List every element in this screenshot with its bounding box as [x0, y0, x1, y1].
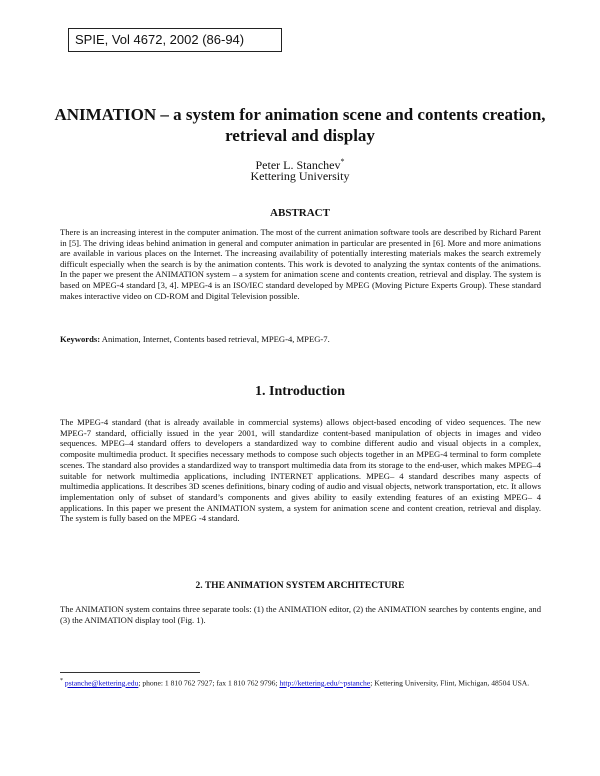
keywords-label: Keywords:: [60, 334, 101, 344]
citation-text: SPIE, Vol 4672, 2002 (86-94): [75, 32, 245, 47]
author-affiliation: Kettering University: [250, 169, 350, 183]
footnote-contact: ; phone: 1 810 762 7927; fax 1 810 762 9796;: [138, 678, 280, 688]
author-email-link[interactable]: pstanche@kettering.edu: [64, 678, 139, 688]
abstract-heading: ABSTRACT: [270, 207, 330, 219]
author-homepage-link[interactable]: http://kettering.edu/~pstanche: [279, 678, 371, 688]
keywords-line: [60, 334, 541, 345]
footnote-address: ; Kettering University, Flint, Michigan, 48504 USA.: [370, 678, 530, 688]
section-2-text: The ANIMATION system contains three separate tools: (1) the ANIMATION editor, (2) the ANIMATION searches by contents engine, and (3) the ANIMATION display tool (Fig. 1).: [60, 604, 541, 625]
footnote: [60, 676, 541, 689]
abstract-text: There is an increasing interest in the computer animation. The most of the current animation software tools are described by Richard Parent in [5]. The driving ideas behind animation in general and computer animation in particular are presented in [6]. More and more animations are available in various places on the Internet. The increasing availability of potentially interesting materials makes the search extremely difficult especially when the search is by the animation contents. This work is devoted to analyzing the syntax contents of the animations. In the paper we present the ANIMATION system – a system for animation scene and contents creation, retrieval and display. The system is based on MPEG-4 standard [3, 4]. MPEG-4 is an ISO/IEC standard developed by MPEG (Moving Picture Experts Group). These standard makes interactive video on CD-ROM and Digital Television possible.: [60, 227, 541, 301]
author-name: Peter L. Stanchev: [255, 158, 341, 172]
footnote-divider: [60, 672, 200, 673]
footnote-mark: *: [60, 678, 63, 684]
paper-title: ANIMATION – a system for animation scene and contents creation, retrieval and display: [54, 105, 546, 145]
citation-box: [68, 28, 282, 52]
keywords-text: Animation, Internet, Contents based retrieval, MPEG-4, MPEG-7.: [101, 334, 330, 344]
section-2-heading: 2. THE ANIMATION SYSTEM ARCHITECTURE: [195, 581, 405, 591]
section-1-heading: 1. Introduction: [255, 384, 345, 399]
author-footnote-mark: *: [340, 157, 345, 166]
section-1-text: The MPEG-4 standard (that is already available in commercial systems) allows object-based encoding of video sequences. The new MPEG-7 standard, officially issued in the year 2001, will standardize content-based manipulation of objects in images and video sequences. MPEG–4 standard offers to developers a standardized way to combine different audio and visual objects in a complex, composite multimedia product. It specifies necessary methods to compose such objects together in an MPEG-4 terminal to form complete scenes. The standard also provides a standardized way to transport multimedia data from its storage to the end-user, which makes MPEG–4 suitable for network multimedia applications, including INTERNET applications. MPEG– 4 standard describes many aspects of multimedia applications. It describes 3D scenes definitions, binary coding of audio and visual objects, network transportation, etc. It allows implementation only of subset of standard’s components and gives ability to easily extending features of an existing MPEG– 4 applications. In this paper we present the ANIMATION system, a system for animation scene and content creation, retrieval and display. The system is fully based on the MPEG -4 standard.: [60, 417, 541, 524]
